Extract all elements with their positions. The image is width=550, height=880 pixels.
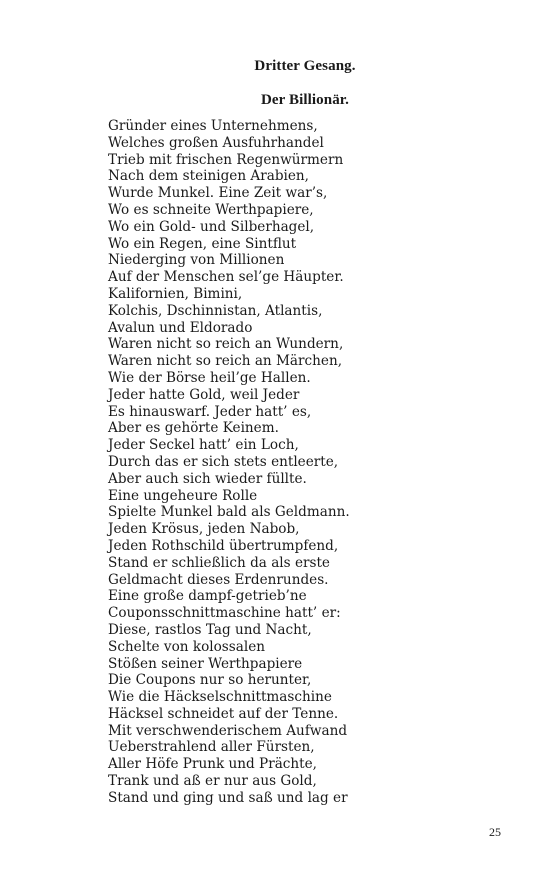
poem-line: Waren nicht so reich an Märchen, bbox=[108, 353, 343, 370]
poem-line: Jeden Krösus, jeden Nabob, bbox=[108, 521, 300, 538]
canto-heading: Dritter Gesang. bbox=[254, 58, 356, 74]
poem-line: Wie die Häckselschnittmaschine bbox=[108, 689, 332, 706]
poem-line: Wie der Börse heil’ge Hallen. bbox=[108, 369, 311, 386]
poem-line: Gründer eines Unternehmens, bbox=[108, 118, 318, 134]
poem-line: Ueberstrahlend aller Fürsten, bbox=[108, 739, 315, 756]
poem-line: Eine große dampf-getrieb’ne bbox=[108, 588, 307, 605]
poem-line: Diese, rastlos Tag und Nacht, bbox=[108, 621, 312, 638]
poem-title: Der Billionär. bbox=[260, 92, 350, 108]
poem-line: Kolchis, Dschinnistan, Atlantis, bbox=[108, 302, 323, 319]
poem-line: Stand und ging und saß und lag er bbox=[108, 789, 348, 806]
poem-line: Aller Höfe Prunk und Prächte, bbox=[108, 756, 318, 773]
poem-line: Stand er schließlich da als erste bbox=[108, 554, 330, 571]
poem-line: Wo ein Gold- und Silberhagel, bbox=[108, 218, 315, 235]
poem-line: Mit verschwenderischem Aufwand bbox=[108, 722, 348, 739]
poem-line: Häcksel schneidet auf der Tenne. bbox=[108, 705, 339, 722]
poem-line: Couponsschnittmaschine hatt’ er: bbox=[108, 605, 341, 622]
poem-line: Jeder Seckel hatt’ ein Loch, bbox=[108, 437, 299, 454]
poem-line: Welches großen Ausfuhrhandel bbox=[108, 134, 324, 151]
poem-line: Nach dem steinigen Arabien, bbox=[108, 168, 309, 185]
poem-line: Durch das er sich stets entleerte, bbox=[108, 453, 339, 470]
poem-line: Geldmacht dieses Erdenrundes. bbox=[108, 571, 329, 588]
poem-line: Niederging von Millionen bbox=[108, 252, 285, 269]
poem-line: Wo ein Regen, eine Sintflut bbox=[108, 235, 297, 252]
poem-line: Auf der Menschen sel’ge Häupter. bbox=[108, 269, 344, 286]
poem-line: Wo es schneite Werthpapiere, bbox=[108, 201, 314, 218]
poem-line: Spielte Munkel bald als Geldmann. bbox=[108, 504, 350, 521]
page-number: 25 bbox=[489, 825, 501, 839]
poem-line: Waren nicht so reich an Wundern, bbox=[108, 336, 344, 353]
poem-line: Die Coupons nur so herunter, bbox=[108, 672, 312, 689]
poem-line: Kalifornien, Bimini, bbox=[108, 285, 243, 302]
poem-line: Trieb mit frischen Regenwürmern bbox=[108, 151, 344, 168]
poem-line: Avalun und Eldorado bbox=[108, 319, 253, 336]
poem-body bbox=[108, 118, 350, 807]
poem-line: Aber es gehörte Keinem. bbox=[108, 420, 279, 437]
poem-line: Jeder hatte Gold, weil Jeder bbox=[108, 386, 300, 403]
poem-line: Eine ungeheure Rolle bbox=[108, 487, 258, 504]
poem-line: Schelte von kolossalen bbox=[108, 638, 265, 655]
poem-line: Jeden Rothschild übertrumpfend, bbox=[108, 537, 339, 554]
poem-line: Stößen seiner Werthpapiere bbox=[108, 655, 303, 672]
poem-line: Trank und aß er nur aus Gold, bbox=[108, 773, 317, 790]
poem-line: Es hinauswarf. Jeder hatt’ es, bbox=[108, 403, 312, 420]
poem-line: Wurde Munkel. Eine Zeit war’s, bbox=[108, 185, 328, 202]
poem-line: Aber auch sich wieder füllte. bbox=[108, 470, 307, 487]
